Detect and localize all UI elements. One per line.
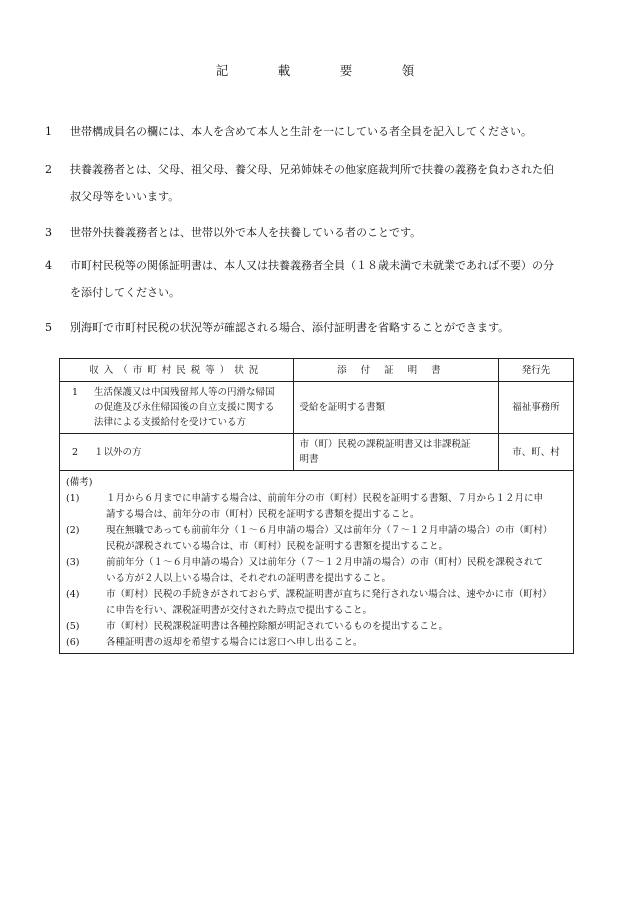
note-text: 市（町村）民税課税証明書は各種控除額が明記されているものを提出すること。 [106,621,449,632]
note-text: に申告を行い、課税証明書が交付された時点で提出すること。 [106,605,373,616]
instruction-text: を添付してください。 [70,286,180,299]
condition-cell [60,434,294,471]
title-char: 記 [215,63,229,78]
instruction-number: 2 [45,163,52,176]
notes-cell [60,471,574,654]
issuer-cell: 市、町、村 [499,434,574,471]
table-row [60,434,574,471]
condition-text: １以外の方 [94,446,142,458]
note-number: (3) [66,557,80,568]
note-text: 請する場合は、前年分の市（町村）民税を証明する書類を提出すること。 [106,509,420,520]
table-header-row [60,359,574,382]
title-char: 領 [401,63,415,78]
certificate-text: 市（町）民税の課税証明書又は非課税証 [299,439,471,450]
instruction-number: 4 [45,259,52,272]
condition-text: 生活保護又は中国残留邦人等の円滑な帰国 [94,387,275,398]
note-item [66,635,567,651]
note-number: (1) [66,493,80,504]
note-number: (4) [66,589,80,600]
instruction-text: 世帯構成員名の欄には、本人を含めて本人と生計を一にしている者全員を記入してください。 [70,125,532,138]
note-text: 市（町村）民税の手続きがされておらず、課税証明書が直ちに発行されない場合は、速やかに市（町村） [106,589,552,600]
note-item [66,491,567,523]
note-text: 前前年分（１～６月申請の場合）又は前年分（７～１２月申請の場合）の市（町村）民税を課税されて [106,557,544,568]
condition-text: 法律による支援給付を受けている方 [94,417,247,428]
note-text: 各種証明書の返却を希望する場合には窓口へ申し出ること。 [106,637,363,648]
instruction-text: 世帯外扶養義務者とは、世帯以外で本人を扶養している者のことです。 [70,226,422,239]
page-title [0,61,630,79]
header-issuer: 発行先 [499,359,574,382]
note-text: 民税が課税されている場合は、市（町村）民税を証明する書類を提出すること。 [106,541,449,552]
note-text: いる方が２人以上いる場合は、それぞれの証明書を提出すること。 [106,573,392,584]
instruction-number: 3 [45,226,52,239]
title-char: 要 [339,63,353,78]
note-number: (2) [66,525,80,536]
instruction-text: 扶養義務者とは、父母、祖父母、養父母、兄弟姉妹その他家庭裁判所で扶養の義務を負わされた伯 [70,163,554,176]
note-number: (5) [66,621,80,632]
instruction-text: 叔父母等をいいます。 [70,190,180,203]
row-number: 1 [72,387,79,398]
row-number: 2 [72,446,79,458]
certificate-cell [293,382,499,434]
condition-text: の促進及び永住帰国後の自立支援に関する [94,402,275,413]
certificate-text: 受給を証明する書類 [299,402,386,413]
header-income-status: 収入（市町村民税等）状況 [60,359,294,382]
note-number: (6) [66,637,80,648]
note-text: １月から６月までに申請する場合は、前前年分の市（町村）民税を証明する書類、７月から１２月に申 [106,493,544,504]
certificate-text: 明書 [299,454,319,465]
instruction-text: 市町村民税等の関係証明書は、本人又は扶養義務者全員（１８歳未満で未就業であれば不要）の分 [70,259,554,272]
certificate-table [59,358,574,654]
table-row [60,382,574,434]
certificate-cell [293,434,499,471]
instruction-number: 1 [45,125,52,138]
instruction-text: 別海町で市町村民税の状況等が確認される場合、添付証明書を省略することができます。 [70,321,510,334]
condition-cell [60,382,294,434]
note-item [66,587,567,619]
note-item [66,619,567,635]
title-char: 載 [277,63,291,78]
notes-heading: (備考) [66,477,93,488]
header-certificate: 添付証明書 [293,359,499,382]
note-text: 現在無職であっても前前年分（１～６月申請の場合）又は前年分（７～１２月申請の場合）の市（町村） [106,525,553,536]
note-item [66,523,567,555]
instruction-number: 5 [45,321,52,334]
issuer-cell: 福祉事務所 [499,382,574,434]
notes-row [60,471,574,654]
note-item [66,555,567,587]
